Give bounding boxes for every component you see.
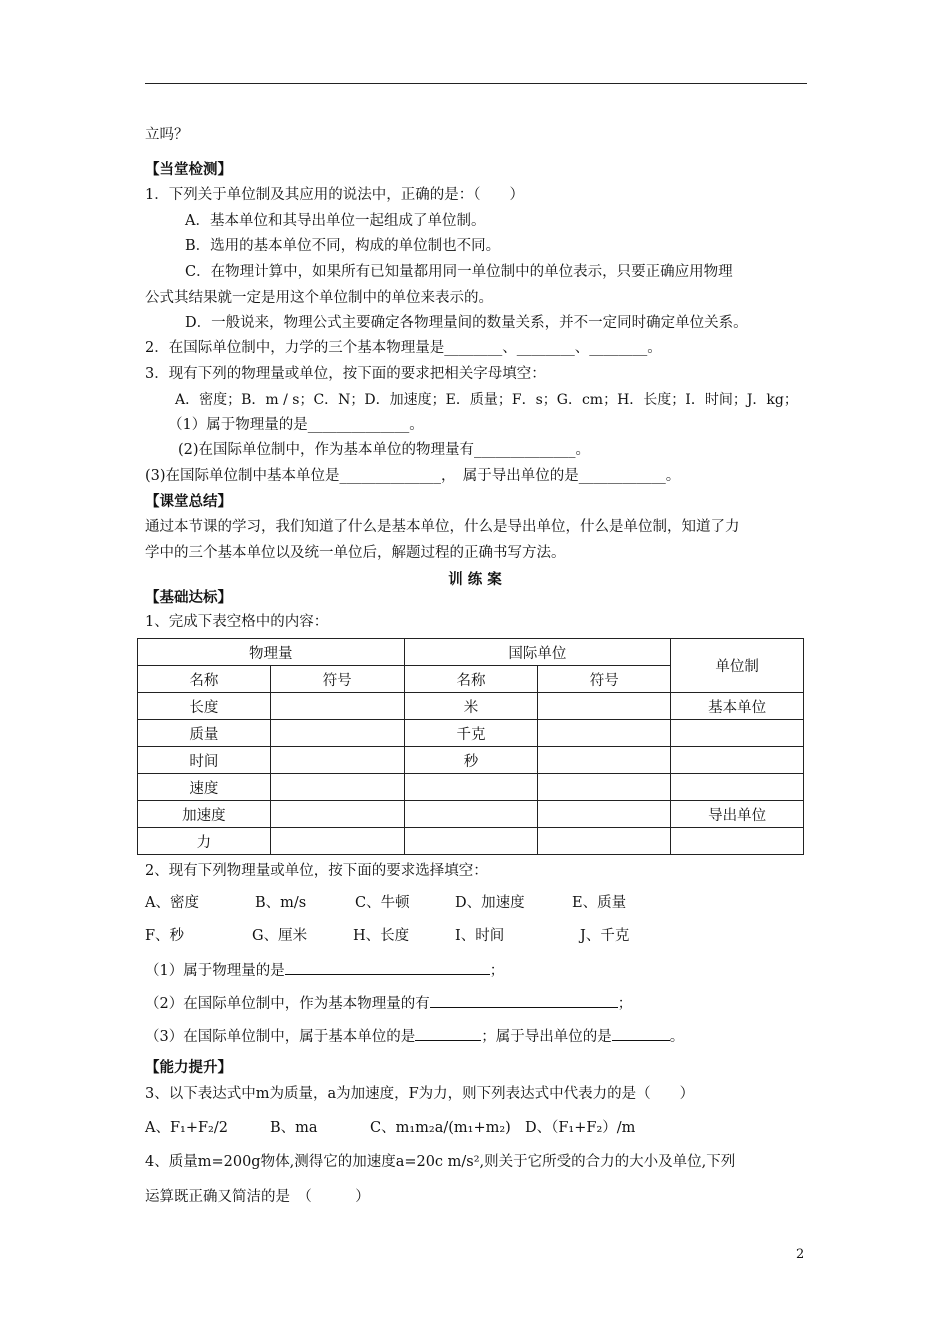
cell-system: 导出单位: [671, 801, 804, 828]
cell-system: 基本单位: [671, 693, 804, 720]
part-1-label: （1）属于物理量的是: [145, 963, 285, 979]
page-number: 2: [796, 1247, 805, 1262]
cell-unit-symbol[interactable]: [538, 801, 671, 828]
cell-unit-symbol[interactable]: [538, 747, 671, 774]
training-question-4-line-2: 运算既正确又简洁的是 （ ）: [145, 1189, 370, 1205]
option-d: D、加速度: [455, 895, 525, 911]
cell-system[interactable]: [671, 774, 804, 801]
cell-quantity: 速度: [138, 774, 271, 801]
training-question-2-stem: 2、现有下列物理量或单位，按下面的要求选择填空：: [145, 863, 488, 879]
part-3-label: （3）在国际单位制中，属于基本单位的是: [145, 1029, 416, 1045]
option-c: C、牛顿: [355, 895, 410, 911]
cell-symbol[interactable]: [270, 720, 404, 747]
training-question-3-stem: 3、以下表达式中m为质量，a为加速度，F为力，则下列表达式中代表力的是（ ）: [145, 1086, 695, 1102]
part-3-mid: ；属于导出单位的是: [481, 1029, 612, 1045]
section-heading-basic: 【基础达标】: [145, 589, 232, 606]
option-a: A、密度: [145, 895, 199, 911]
question-1-option-c-line2: 公式其结果就一定是用这个单位制中的单位来表示的。: [145, 290, 493, 306]
option-f: F、秒: [145, 928, 185, 944]
answer-blank[interactable]: [415, 1026, 481, 1041]
cell-symbol[interactable]: [270, 801, 404, 828]
cell-unit-symbol[interactable]: [538, 693, 671, 720]
header-quantity: 物理量: [138, 639, 405, 666]
part-1-end: ；: [489, 963, 505, 979]
cell-system[interactable]: [671, 828, 804, 855]
summary-line-1: 通过本节课的学习，我们知道了什么是基本单位，什么是导出单位，什么是单位制，知道了力: [145, 519, 740, 535]
training-question-2-part-1: [145, 960, 504, 981]
question-2: 2．在国际单位制中，力学的三个基本物理量是________、________、________。: [145, 340, 662, 356]
units-table: [137, 638, 804, 855]
cell-quantity: 时间: [138, 747, 271, 774]
cell-symbol[interactable]: [270, 774, 404, 801]
cell-unit[interactable]: [404, 774, 538, 801]
cell-unit[interactable]: [404, 801, 538, 828]
cell-symbol[interactable]: [270, 828, 404, 855]
training-question-2-part-3: [145, 1026, 684, 1047]
q3-option-a: A、F₁+F₂/2: [145, 1120, 228, 1136]
header-symbol: 符号: [270, 666, 404, 693]
table-row: [138, 747, 804, 774]
cell-quantity: 加速度: [138, 801, 271, 828]
option-i: I、时间: [455, 928, 505, 944]
part-2-label: （2）在国际单位制中，作为基本物理量的有: [145, 996, 430, 1012]
table-row: [138, 720, 804, 747]
cell-unit: 秒: [404, 747, 538, 774]
question-3-part-2: (2)在国际单位制中，作为基本单位的物理量有______________。: [178, 442, 591, 458]
answer-blank[interactable]: [612, 1026, 670, 1041]
cell-unit-symbol[interactable]: [538, 828, 671, 855]
question-3-part-3: (3)在国际单位制中基本单位是______________， 属于导出单位的是____________。: [145, 468, 681, 484]
q3-option-b: B、ma: [270, 1120, 318, 1136]
question-1-option-a: A．基本单位和其导出单位一起组成了单位制。: [185, 213, 486, 229]
cell-system[interactable]: [671, 747, 804, 774]
question-1-option-d: D．一般说来，物理公式主要确定各物理量间的数量关系，并不一定同时确定单位关系。: [185, 315, 748, 331]
part-3-end: 。: [669, 1029, 685, 1045]
cell-system[interactable]: [671, 720, 804, 747]
header-name: 名称: [138, 666, 271, 693]
header-si-unit: 国际单位: [404, 639, 671, 666]
cell-symbol[interactable]: [270, 747, 404, 774]
cell-unit: 千克: [404, 720, 538, 747]
part-2-end: ；: [617, 996, 633, 1012]
header-unit-system: 单位制: [671, 639, 804, 693]
section-heading-summary: 【课堂总结】: [145, 493, 232, 510]
table-row: [138, 801, 804, 828]
q3-option-c: C、m₁m₂a/(m₁+m₂): [370, 1120, 511, 1136]
cell-unit[interactable]: [404, 828, 538, 855]
cell-quantity: 长度: [138, 693, 271, 720]
cell-unit: 米: [404, 693, 538, 720]
continuation-text: 立吗？: [145, 127, 189, 143]
option-g: G、厘米: [252, 928, 308, 944]
section-heading-in-class-test: 【当堂检测】: [145, 161, 232, 178]
section-heading-ability: 【能力提升】: [145, 1059, 232, 1076]
header-unit-symbol: 符号: [538, 666, 671, 693]
cell-quantity: 力: [138, 828, 271, 855]
question-3-part-1: （1）属于物理量的是______________。: [168, 417, 424, 433]
training-title: 训 练 案: [448, 571, 502, 588]
table-row: [138, 828, 804, 855]
answer-blank[interactable]: [430, 993, 618, 1008]
option-b: B、m/s: [255, 895, 307, 911]
summary-line-2: 学中的三个基本单位以及统一单位后，解题过程的正确书写方法。: [145, 545, 566, 561]
training-question-1-stem: 1、完成下表空格中的内容：: [145, 614, 329, 630]
header-unit-name: 名称: [404, 666, 538, 693]
table-row: [138, 774, 804, 801]
answer-blank[interactable]: [285, 960, 490, 975]
cell-unit-symbol[interactable]: [538, 774, 671, 801]
question-3-options: A．密度；B．m / s；C．N；D．加速度；E．质量；F．s；G．cm；H．长度；I．时间；J．kg；: [175, 392, 798, 408]
cell-symbol[interactable]: [270, 693, 404, 720]
question-1-option-c-line1: C．在物理计算中，如果所有已知量都用同一单位制中的单位表示，只要正确应用物理: [185, 264, 733, 280]
cell-quantity: 质量: [138, 720, 271, 747]
question-1-option-b: B．选用的基本单位不同，构成的单位制也不同。: [185, 238, 501, 254]
training-question-4-line-1: 4、质量m=200g物体,测得它的加速度a=20c m/s²,则关于它所受的合力的大小及单位,下列: [145, 1154, 736, 1170]
question-1-stem: 1．下列关于单位制及其应用的说法中，正确的是：（ ）: [145, 187, 524, 203]
q3-option-d: D、（F₁+F₂）/m: [525, 1120, 636, 1136]
option-e: E、质量: [572, 895, 627, 911]
header-rule: [145, 83, 807, 84]
training-question-2-part-2: [145, 993, 632, 1014]
table-row: [138, 693, 804, 720]
question-3-stem: 3．现有下列的物理量或单位，按下面的要求把相关字母填空：: [145, 366, 546, 382]
option-j: J、千克: [580, 928, 630, 944]
option-h: H、长度: [353, 928, 410, 944]
cell-unit-symbol[interactable]: [538, 720, 671, 747]
